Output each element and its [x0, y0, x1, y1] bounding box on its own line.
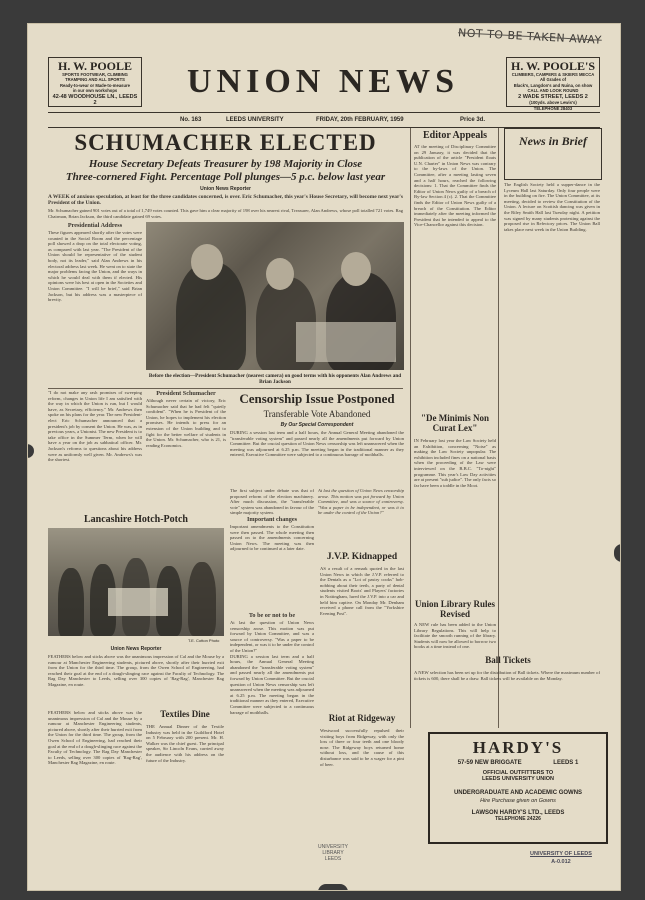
lead-column-1-text: These figures appeared shortly after the votes were counted in the Social Room and the percentage poll showed a drop on the total electorate voting, as compared with last year. "The President of the Union should be representative of the student body, not its leader," said Alan Andrews in his electoral address last week. He went on to state the major problems facing the Union, and the ways in which he would deal with them if elected. His opinions were his best at open in the Societies and Union Committee. "I will be brief," said Brian Jackson, but his address was a masterpiece of brevity. — [48, 230, 142, 303]
lead-deck-1: House Secretary Defeats Treasurer by 198 Majority in Close — [88, 158, 363, 170]
newspaper-page — [28, 24, 620, 890]
riot-headline: Riot at Ridgeway — [328, 713, 396, 723]
president-box-title: President Schumacher — [156, 390, 216, 397]
left-ad-line2: TRAMPING AND ALL SPORTS — [65, 77, 125, 83]
right-ad-line5: (100yds. above Lewis's) — [529, 100, 577, 106]
censorship-byline: By Our Special Correspondent — [280, 422, 354, 428]
lancashire-body: FEATHERS below and sticks above was the unanimous impression of Cal and the Mouse by a rumour at Manchester Engineering students, pictured above, shortly after their hurried exit from the Union for the third time. The group, from the Owen School of Engineering, had reached their goal at the end of a dough-slinging race against the Faculty of Technology. The Rag Day Manchester to Leeds, selling over 300 copies of 'Rag-Rag', Manchester Rag Magazine, en route. — [48, 654, 224, 687]
hardys-line1: OFFICIAL OUTFITTERS TO — [482, 770, 554, 776]
election-photo — [146, 222, 404, 370]
textiles-headline: Textiles Dine — [160, 709, 210, 719]
left-ad-name: H. W. POOLE — [57, 59, 133, 73]
library-stamp-line3: LEEDS — [324, 856, 342, 862]
torn-edge — [614, 544, 620, 562]
censorship-para-3: Important amendments to the Constitution were then passed. The whole meeting then passed on to the amendments concerning Union News. The meeting was then adjourned to be continued at a later date. — [230, 523, 314, 552]
news-in-brief-body: The English Society held a supper-dance in the Lyceum Hall last Saturday. Only four people were in the building on fire. The Union Committee, at its meeting, decided to review the Constitution of the Union. A lecture on Scottish dancing was given in the Riley Smith Hall last Tuesday night. A petition was signed by many students protesting against the proposed rise in Refectory prices. The Union Ball takes place next week in the Union Building. — [504, 182, 600, 232]
hardys-phone: TELEPHONE 24226 — [495, 816, 541, 822]
library-headline: Union Library Rules Revised — [414, 599, 495, 619]
right-ad-line1: CLIMBERS, CAMPERS & SKIERS MECCA — [511, 72, 595, 77]
issue-date: FRIDAY, 20th FEBRUARY, 1959 — [316, 117, 404, 123]
lead-column-1 — [48, 222, 142, 380]
lead-column-2: "I do not make any rash promises of sweeping reform, changes in Union life I am satisfied with the way in which the Union is run, but I would have, as Secretary, efficiency." Mr. Andrews then spoke on his plans for the year. The new President-elect Eric Schumacher announced that a president's job by consent the Union. He was, as in previous years, a Unionist. The new President is to take office in the Summer Term, when he will have a year on the job as sabbatical officer. Mr. Jackson's reforms to questions about his address were as uniformly well given. Mr. Andrews's was the shortest. — [48, 390, 142, 463]
masthead: UNION NEWS — [187, 63, 459, 100]
hardys-line3: UNDERGRADUATE AND ACADEMIC GOWNS — [453, 790, 583, 796]
censorship-column-2 — [318, 488, 404, 548]
right-ad-line3: Black's, Langdon's and Nuina, on show — [513, 82, 593, 88]
ball-body: A NEW selection has been set up for the distribution of Ball tickets. Where the maximum number of tickets is 600, there shall be a draw. Ball tickets will be available on the Monday. — [414, 670, 600, 681]
censorship-column-3 — [230, 612, 314, 842]
right-ad-line4: CALL AND LOOK ROUND — [527, 88, 579, 94]
right-ad-line2: All Grades of — [539, 77, 567, 83]
left-ad-address: 42-48 WOODHOUSE LN., LEEDS 2 — [52, 93, 138, 107]
editor-headline: Editor Appeals — [423, 130, 487, 141]
lancashire-body-continued: FEATHERS below and sticks above was the unanimous impression of Cal and the Mouse by a rumour at Manchester Engineering students, pictured above, shortly after their hurried exit from the Union for the third time. The group, from the Owen School of Engineering, had reached their goal at the end of a dough-slinging race against the Faculty of Technology. The Rag Day Manchester to Leeds, selling over 300 copies of 'Rag-Rag', Manchester Rag Magazine, en route. — [48, 710, 142, 766]
hardys-name: HARDY'S — [472, 738, 564, 757]
lancashire-byline: Union News Reporter — [110, 646, 162, 652]
torn-edge — [28, 444, 34, 458]
hardys-line5: LAWSON HARDY'S LTD., LEEDS — [471, 810, 565, 816]
left-ad-line1: SPORTS FOOTWEAR, CLIMBING — [62, 72, 128, 77]
handwritten-note: NOT TO BE TAKEN AWAY — [457, 26, 603, 47]
left-ad-line3: Ready-to-wear or Made-to-measure — [59, 82, 131, 88]
hardys-address: 57-59 NEW BRIGGATE — [457, 760, 522, 766]
hardys-advertisement — [428, 732, 608, 844]
lead-byline: Union News Reporter — [200, 186, 251, 192]
jvp-body: AS a result of a remark quoted in the last Union News in which the J.V.P. referred to the Dentals as a "Lot of pastry cooks" hob-nobbing about their teeth, a party of dental students visited Boots' and Players' factories in Nottingham, lured the J.V.P. into a car and held him captive. On Monday Mr. Denham received a phone call from the "Yorkshire Evening Post". — [320, 566, 404, 616]
censorship-deck: Transferable Vote Abandoned — [263, 409, 371, 419]
president-box — [146, 390, 226, 510]
lead-headline: SCHUMACHER ELECTED — [74, 130, 377, 155]
library-stamp — [318, 844, 348, 862]
ball-headline: Ball Tickets — [485, 655, 531, 665]
censorship-para-4: At last the question of Union News censorship arose. This motion was put forward by Union Committee, and was a source of controversy. "Was a paper to be independent, or was it to be under the control of the Union?" — [318, 488, 404, 516]
lancashire-photo — [48, 528, 224, 636]
news-in-brief-title: News in Brief — [518, 134, 587, 148]
minimis-body: IN February last year the Law Society held an Exhibition, concerning "Noise" as making the Law Society unpopular. The exhibition included fines on a national basis when the proceeding of the Law were interviewed on the B.B.C. "To-night" programme. This year's Law Day activities are at present "sub judice". The only facts so far have been a toddle in the Moot. — [414, 438, 496, 488]
hardys-line2: LEEDS UNIVERSITY UNION — [481, 776, 555, 782]
right-ad-address: 2 WADE STREET, LEEDS 2 — [518, 93, 588, 100]
price: Price 3d. — [460, 117, 486, 123]
right-advertisement — [506, 57, 600, 111]
university-name: LEEDS UNIVERSITY — [226, 117, 284, 123]
riot-body: Westwood successfully repulsed their visiting boys from Ridgeway, with only the loss of three or four teeth and one bloody nose. The Ridgeway boys returned home without loss, and the cause of this disturbance was said to be a wager for a pint of beer. — [320, 728, 404, 767]
editor-body: AT the meeting of Disciplinary Committee on 29 January, it was decided that the publication of the article "President floats U.N. Charter" in Union News was contrary to the by-laws of the Union. The Committee, after a meeting lasting seven and a half hours, reached the following decisions: 1. That the Committee finds the Editor of Union News guilty of a breach of By-law Section 4 (c). 2. That the Committee finds the Editor of Union News guilty of a breach of the Constitution. The Editor immediately after the meeting informed the President that he intended to appeal to the Vice-Chancellor against this decision. — [414, 144, 496, 228]
issue-number: No. 163 — [180, 117, 202, 123]
archive-stamp-line1: UNIVERSITY OF LEEDS — [530, 851, 592, 857]
photo-credit: T.E. Cotton Photo — [188, 638, 220, 643]
library-body: A NEW rule has been added to the Union Library Regulations. This will help to facilitate the smooth running of the library. Students will now be allowed to borrow two books at a time instead of one. — [414, 622, 496, 650]
column-rule — [498, 128, 499, 728]
jvp-headline: J.V.P. Kidnapped — [326, 552, 398, 562]
archive-stamp — [530, 850, 592, 866]
textiles-body: THE Annual Dinner of the Textile Industry was held in the Guildford Hotel on 5 February with 200 present. Mr. H. Walker was the chief guest. The principal speaker, Sir Lincoln Evans, carried away the audience with his address on the future of the Industry. — [146, 724, 224, 763]
lead-intro: A WEEK of anxious speculation, at least for the three candidates concerned, is over. Eric Schumacher, this year's House Secretary, will become next year's President of the Union. — [48, 194, 403, 207]
minimis-headline: "De Minimis Non Curat Lex" — [421, 413, 489, 433]
censorship-subhead: Important changes — [246, 515, 298, 523]
censorship-subhead-2: To be or not to be — [248, 612, 296, 619]
left-advertisement — [48, 57, 142, 107]
censorship-para-2: The first subject under debate was that of proposed reform of the election machinery. After much discussion, the "transferable vote" system was abandoned in favour of the simple majority system. — [230, 488, 314, 516]
censorship-para-1b: DURING a session last term and a half hours, the Annual General Meeting abandoned the "transferable voting system" and passed nearly all the amendments put forward by Union Committee. But the crucial question of Union News censorship was left unanswered when the meeting was adjourned at 6.25 p.m. The meeting began in the traditional manner as they entered, Executive Committee were subjected to a continuous barrage of mothballs. — [230, 653, 314, 715]
column-rule — [410, 128, 411, 728]
archive-stamp-line2: A-0.012 — [551, 859, 571, 865]
photo-caption: Before the election—President Schumacher (nearest camera) on good terms with his opponents Alan Andrews and Brian Jackson — [148, 373, 402, 386]
hardys-line4: Hire Purchase given on Gowns — [480, 798, 556, 804]
library-stamp-line2: LIBRARY — [322, 850, 344, 856]
dateline — [48, 112, 600, 128]
lancashire-headline: Lancashire Hotch-Potch — [84, 514, 188, 525]
left-ad-line4: in our own workshops — [72, 88, 118, 94]
right-ad-name: H. W. POOLE'S — [510, 59, 596, 73]
censorship-headline: Censorship Issue Postponed — [239, 391, 395, 406]
hardys-city: LEEDS 1 — [553, 760, 579, 766]
censorship-column-1 — [230, 488, 314, 608]
library-stamp-line1: UNIVERSITY — [318, 844, 349, 850]
lead-deck-2: Three-cornered Fight. Percentage Poll plunges—5 p.c. below last year — [65, 171, 386, 183]
news-in-brief-box — [504, 128, 602, 180]
censorship-para-4b: At last the question of Union News censorship arose. This motion was put forward by Union Committee, and was a source of controversy. "Was a paper to be independent, or was it to be under the control of the Union?" — [230, 620, 314, 653]
horizontal-rule — [48, 388, 403, 389]
right-ad-phone: TELEPHONE 28403 — [533, 105, 573, 111]
torn-edge — [318, 884, 348, 890]
lead-subhead: Presidential Address — [67, 222, 123, 229]
president-box-text: Although never certain of victory, Eric Schumacher said that he had felt "quietly confident". "When he is President of the Union, he hopes to implement his election promises. He intends to press for an extension of the Union building and to fight for the better welfare of students in the Union. Mr. Schumacher, who is 21, is reading Economics. — [146, 398, 226, 448]
censorship-intro: DURING a session last term and a half hours, the Annual General Meeting abandoned the "transferable voting system" and passed nearly all the amendments put forward by Union Committee. But the crucial question of Union News censorship was left unanswered when the meeting was adjourned at 6.25 p.m. The meeting began in the traditional manner as they entered, Executive Committee were subjected to a continuous barrage of mothballs. — [230, 430, 404, 458]
lead-paragraph: Mr. Schumacher gained 901 votes out of a total of 1,749 votes counted. This gave him a clear majority of 198 over his nearest rival, Treasurer, Alan Andrews, whose poll totalled 721 votes. Rag Chairman, Brian Jackson, the third candidate gained 69 votes. — [48, 208, 403, 219]
